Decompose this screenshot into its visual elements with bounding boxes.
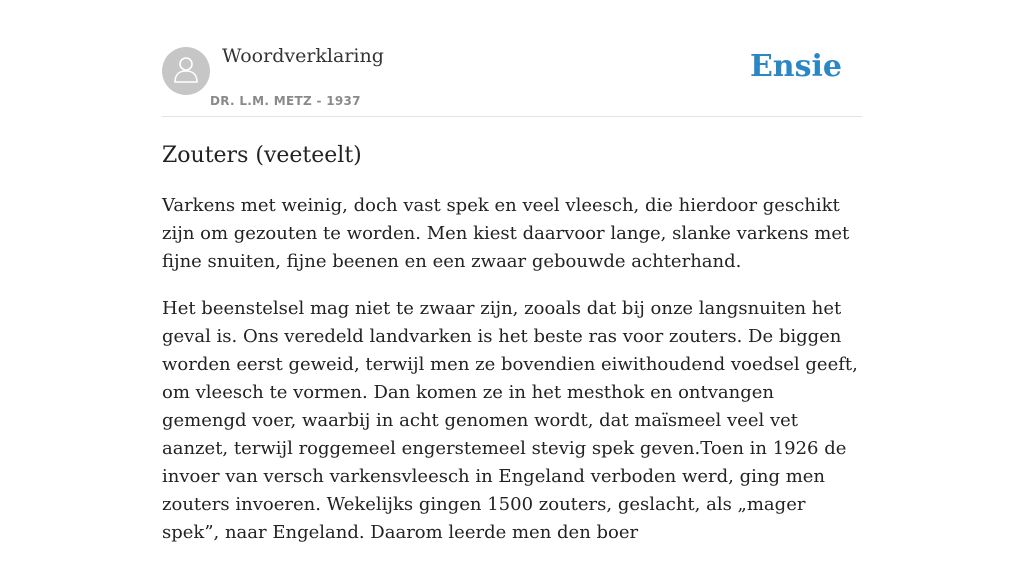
source-header	[162, 0, 862, 117]
source-author: DR. L.M. METZ - 1937	[210, 94, 361, 108]
page-container	[162, 0, 862, 566]
definition-paragraph: Varkens met weinig, doch vast spek en veel vleesch, die hierdoor geschikt zijn om gezouten te worden. Men kiest daarvoor lange, slanke varkens met fijne snuiten, fijne beenen en een zwaar gebouwde achterhand.	[162, 195, 850, 272]
avatar[interactable]	[162, 47, 210, 95]
headword-title: Zouters (veeteelt)	[162, 143, 362, 168]
source-title[interactable]: Woordverklaring	[222, 45, 384, 67]
user-icon	[172, 54, 200, 88]
definition-paragraph: Het beenstelsel mag niet te zwaar zijn, zooals dat bij onze langsnuiten het geval is. Ons veredeld landvarken is het beste ras voor zouters. De biggen worden eerst geweid, terwijl men ze bovendien eiwithoudend voedsel geeft, om vleesch te vormen. Dan komen ze in het mesthok en ontvangen gemengd voer, waarbij in acht genomen wordt, dat maïsmeel veel vet aanzet, terwijl roggemeel engerstemeel stevig spek geven.Toen in 1926 de invoer van versch varkensvleesch in Engeland verboden werd, ging men zouters invoeren. Wekelijks gingen 1500 zouters, geslacht, als „mager spek”, naar Engeland. Daarom leerde men den boer	[162, 298, 858, 543]
definition-body	[162, 192, 862, 547]
ensie-logo[interactable]: Ensie	[749, 49, 842, 84]
